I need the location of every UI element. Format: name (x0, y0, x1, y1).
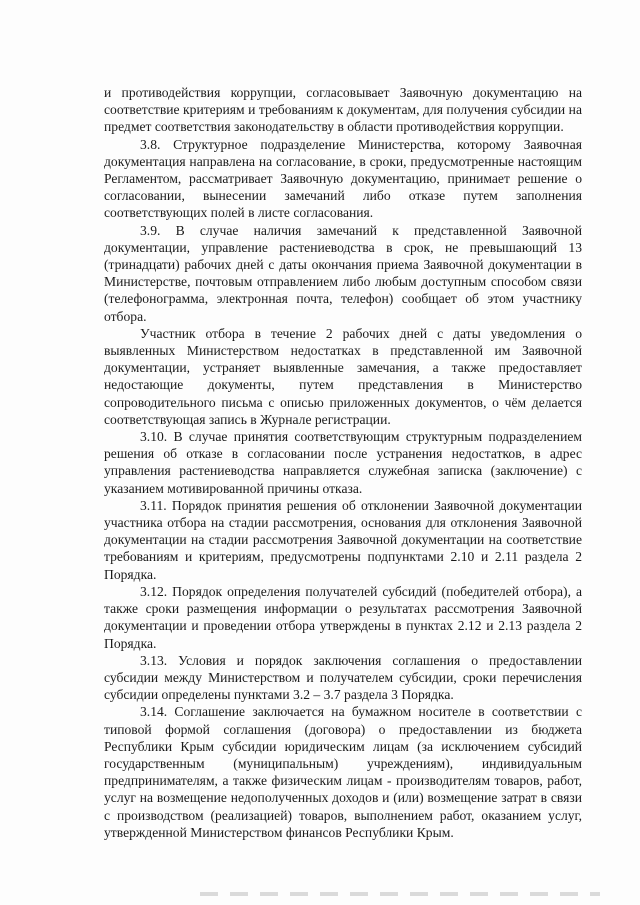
paragraph-3-12: 3.12. Порядок определения получателей субсидий (победителей отбора), а также сроки размещения информации о результатах рассмотрения Заявочной документации и проведении отбора утверждены в пунктах 2.12 и 2.13 раздела 2 Порядка. (104, 583, 582, 651)
paragraph-participant: Участник отбора в течение 2 рабочих дней с даты уведомления о выявленных Министерством недостатках в представленной им Заявочной документации, устраняет выявленные замечания, а также предоставляет недостающие документы, путем представления в Министерство сопроводительного письма с описью приложенных документов, о чём делается соответствующая запись в Журнале регистрации. (104, 325, 582, 427)
paragraph-3-13: 3.13. Условия и порядок заключения соглашения о предоставлении субсидии между Министерством и получателем субсидии, сроки перечисления субсидии определены пунктами 3.2 – 3.7 раздела 3 Порядка. (104, 652, 582, 703)
paragraph-3-14: 3.14. Соглашение заключается на бумажном носителе в соответствии с типовой формой соглашения (договора) о предоставлении из бюджета Республики Крым субсидии юридическим лицам (за исключением субсидий государственным (муниципальным) учреждениям), индивидуальным предпринимателям, а также физическим лицам - производителям товаров, работ, услуг на возмещение недополученных доходов и (или) возмещение затрат в связи с производством (реализацией) товаров, выполнением работ, оказанием услуг, утвержденной Министерством финансов Республики Крым. (104, 704, 582, 840)
document-body (104, 84, 582, 841)
paragraph-3-11: 3.11. Порядок принятия решения об отклонении Заявочной документации участника отбора на стадии рассмотрения, основания для отклонения Заявочной документации на стадии рассмотрения Заявочной документации на соответствие требованиям и критериям, предусмотрены подпунктами 2.10 и 2.11 раздела 2 Порядка. (104, 497, 582, 582)
paragraph-3-8: 3.8. Структурное подразделение Министерства, которому Заявочная документация направлена на согласование, в сроки, предусмотренные настоящим Регламентом, рассматривает Заявочную документацию, принимает решение о согласовании, вынесении замечаний либо отказе путем заполнения соответствующих полей в листе согласования. (104, 136, 582, 221)
scan-artifact-line (200, 892, 600, 896)
paragraph-continuation: и противодействия коррупции, согласовывает Заявочную документацию на соответствие критериям и требованиям к документам, для получения субсидии на предмет соответствия законодательству в области противодействия коррупции. (104, 85, 582, 135)
paragraph-3-10: 3.10. В случае принятия соответствующим структурным подразделением решения об отказе в согласовании после устранения недостатков, в адрес управления растениеводства направляется служебная записка (заключение) с указанием мотивированной причины отказа. (104, 429, 582, 496)
paragraph-3-9: 3.9. В случае наличия замечаний к представленной Заявочной документации, управление растениеводства в срок, не превышающий 13 (тринадцати) рабочих дней с даты окончания приема Заявочной документации в Министерстве, почтовым отправлением либо любым доступным способом связи (телефонограмма, электронная почта, телефон) сообщает об этом участнику отбора. (104, 222, 582, 324)
